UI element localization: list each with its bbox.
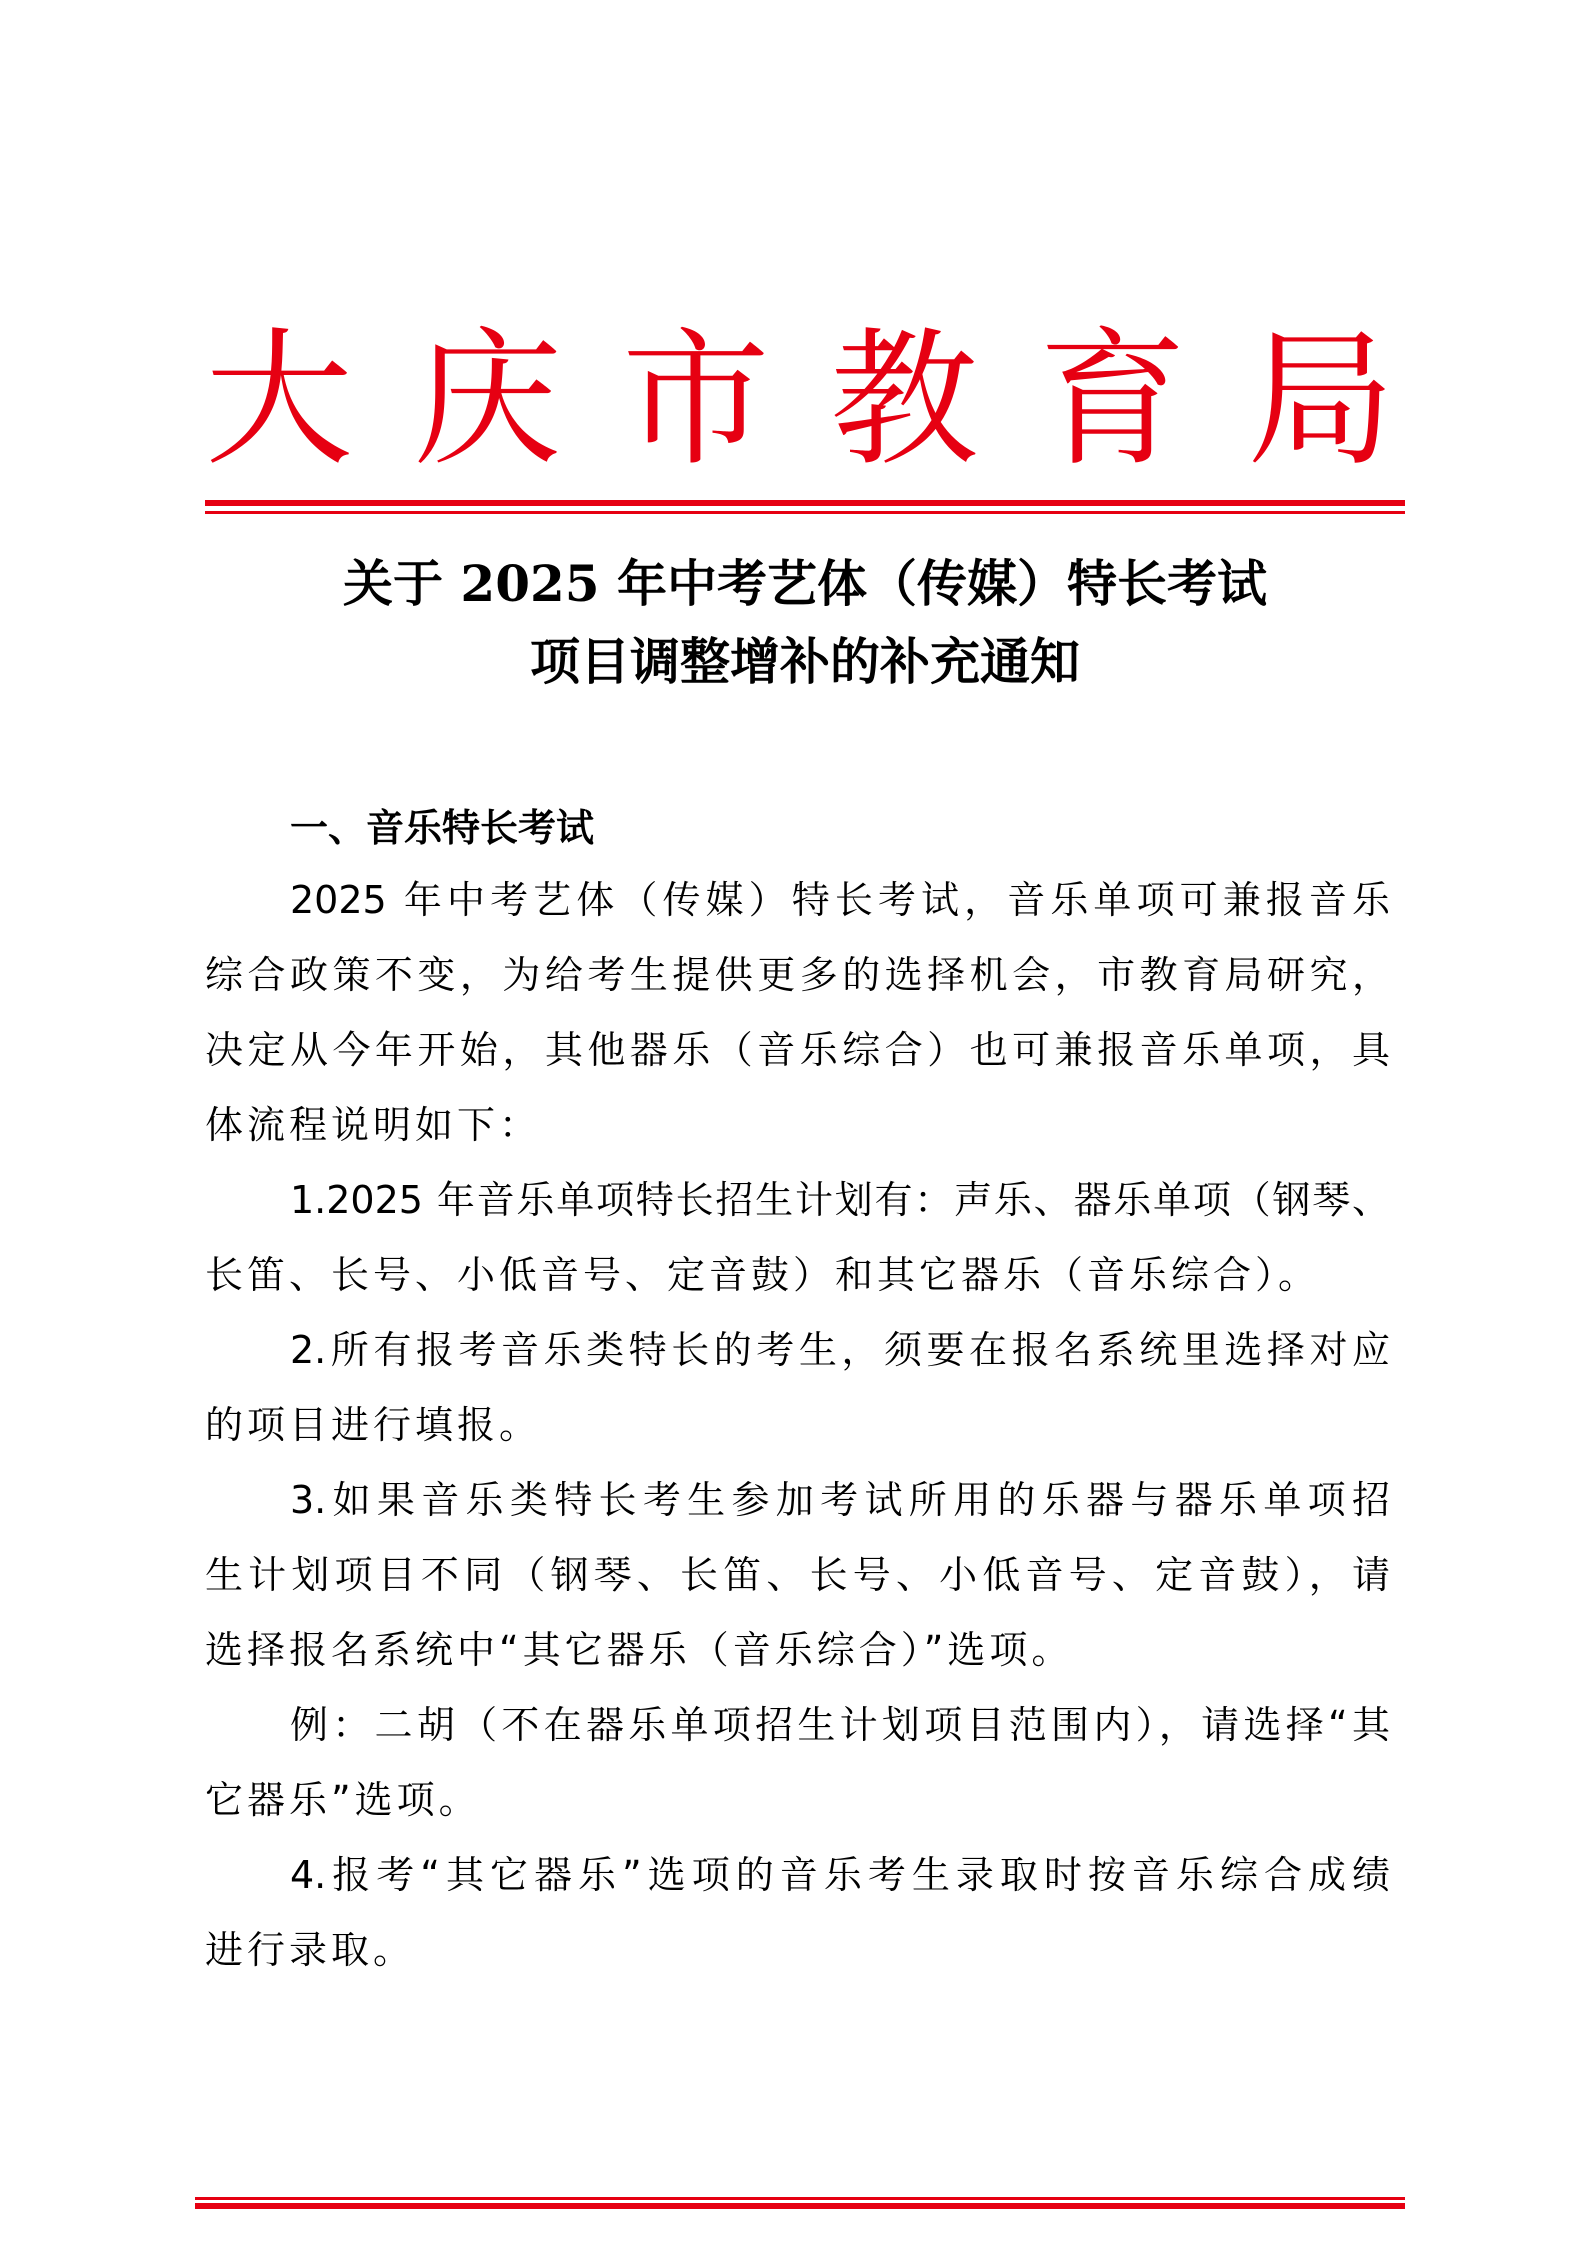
footer-divider-thick xyxy=(195,2203,1405,2209)
body-line: 决定从今年开始，其他器乐（音乐综合）也可兼报音乐单项，具 xyxy=(205,1028,1390,1072)
body-line: 3.如果音乐类特长考生参加考试所用的乐器与器乐单项招 xyxy=(290,1478,1390,1522)
body-line: 例：二胡（不在器乐单项招生计划项目范围内），请选择“其 xyxy=(290,1703,1390,1747)
letterhead-title xyxy=(205,314,1395,486)
body-line: 2.所有报考音乐类特长的考生，须要在报名系统里选择对应 xyxy=(290,1328,1390,1372)
body-line: 进行录取。 xyxy=(205,1928,416,1972)
letterhead-char: 局 xyxy=(1246,314,1395,486)
body-line: 2025 年中考艺体（传媒）特长考试，音乐单项可兼报音乐 xyxy=(290,878,1390,922)
body-line: 选择报名系统中“其它器乐（音乐综合）”选项。 xyxy=(205,1628,1074,1672)
letterhead-char: 市 xyxy=(621,314,770,486)
body-line: 生计划项目不同（钢琴、长笛、长号、小低音号、定音鼓），请 xyxy=(205,1553,1390,1597)
letterhead-char: 教 xyxy=(830,314,979,486)
letterhead-char: 大 xyxy=(205,314,353,486)
body-line: 长笛、长号、小低音号、定音鼓）和其它器乐（音乐综合）。 xyxy=(205,1253,1321,1297)
body-line: 1.2025 年音乐单项特长招生计划有：声乐、器乐单项（钢琴、 xyxy=(290,1178,1390,1222)
header-divider-thin xyxy=(205,511,1405,514)
section-heading: 一、音乐特长考试 xyxy=(290,806,595,850)
body-line: 综合政策不变，为给考生提供更多的选择机会，市教育局研究， xyxy=(205,953,1390,997)
footer-divider-thin xyxy=(195,2197,1405,2200)
document-title-line-1: 关于 2025 年中考艺体（传媒）特长考试 xyxy=(343,554,1267,613)
letterhead-char: 育 xyxy=(1038,314,1187,486)
body-line: 它器乐”选项。 xyxy=(205,1778,481,1822)
body-line: 4.报考“其它器乐”选项的音乐考生录取时按音乐综合成绩 xyxy=(290,1853,1390,1897)
body-line: 的项目进行填报。 xyxy=(205,1403,542,1447)
header-divider-thick xyxy=(205,500,1405,506)
body-line: 体流程说明如下： xyxy=(205,1103,542,1147)
document-title-line-2: 项目调整增补的补充通知 xyxy=(530,632,1080,691)
letterhead-char: 庆 xyxy=(413,314,562,486)
